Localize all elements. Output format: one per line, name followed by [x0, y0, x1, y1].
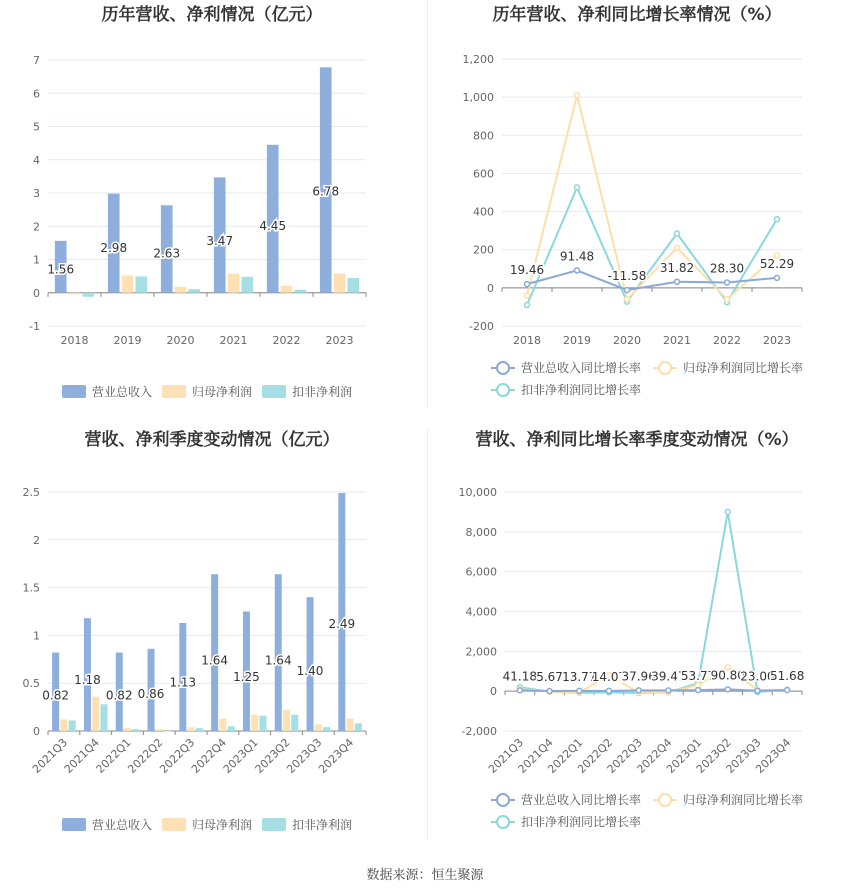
y-tick-label: 6: [33, 87, 40, 101]
bar: [347, 278, 359, 293]
bar: [228, 274, 240, 293]
legend-label: 扣非净利润: [292, 385, 353, 399]
chart-title: 历年营收、净利同比增长率情况（%）: [492, 5, 782, 25]
legend-label: 归母净利润同比增长率: [683, 793, 804, 807]
y-tick-label: 3: [33, 187, 40, 200]
data-label: 3.47: [206, 233, 234, 248]
data-label: 51.68: [769, 669, 805, 684]
bar: [320, 67, 332, 292]
x-tick-label: 2021Q3: [29, 735, 71, 776]
x-tick-label: 2022Q2: [575, 735, 616, 776]
bar: [241, 277, 253, 293]
y-tick-label: -1: [29, 320, 40, 333]
series-point: [725, 687, 730, 692]
legend-swatch: [162, 818, 186, 831]
x-tick-label: 2023: [763, 334, 791, 347]
x-tick-label: 2021: [663, 334, 691, 347]
x-tick-label: 2018: [513, 334, 541, 347]
series-point: [575, 185, 580, 190]
quarterly-bar-panel: [0, 425, 425, 855]
data-label: 1.64: [264, 653, 292, 668]
quarterly-growth-panel: [425, 425, 850, 855]
series-point: [625, 288, 630, 293]
series-point: [517, 688, 522, 693]
series-point: [547, 689, 552, 694]
y-tick-label: 1: [33, 253, 40, 267]
data-label: 6.78: [312, 184, 340, 199]
series-point: [775, 275, 780, 280]
x-tick-label: 2023Q3: [723, 735, 764, 776]
bar: [175, 287, 187, 293]
series-point: [725, 509, 730, 514]
y-tick-label: 400: [473, 205, 494, 219]
x-tick-label: 2022Q1: [93, 735, 134, 776]
x-tick-label: 2021Q3: [485, 735, 526, 776]
y-tick-label: 0: [487, 281, 494, 295]
bar: [338, 493, 345, 731]
chart-title: 历年营收、净利情况（亿元）: [101, 5, 323, 25]
x-tick-label: 2022: [713, 334, 741, 347]
legend-swatch: [62, 385, 86, 398]
panel-divider: [427, 0, 428, 408]
legend-label: 扣非净利润同比增长率: [521, 383, 642, 397]
bar: [259, 716, 266, 731]
bar: [135, 276, 147, 292]
series-line: [520, 689, 787, 691]
legend-marker: [497, 362, 509, 374]
y-tick-label: 10,000: [458, 486, 497, 499]
legend-label: 归母净利润: [192, 385, 253, 399]
x-tick-label: 2022Q2: [125, 735, 166, 776]
data-label: -11.58: [607, 269, 647, 284]
y-tick-label: 2,000: [465, 645, 497, 659]
legend-swatch: [262, 818, 286, 831]
data-label: 5.67: [536, 670, 563, 685]
series-point: [725, 297, 730, 302]
bar: [69, 720, 76, 731]
bar: [188, 289, 200, 293]
series-point: [666, 688, 671, 693]
x-tick-label: 2023Q3: [284, 735, 325, 776]
legend-marker: [659, 362, 671, 374]
x-tick-label: 2021: [219, 334, 248, 347]
x-tick-label: 2019: [113, 334, 142, 347]
legend-label: 营业总收入: [92, 818, 153, 832]
chart-title: 营收、净利同比增长率季度变动情况（%）: [475, 430, 799, 450]
x-tick-label: 2020: [613, 334, 641, 347]
data-label: 19.46: [509, 263, 545, 278]
data-label: 1.13: [169, 675, 197, 690]
x-tick-label: 2023Q4: [753, 735, 794, 776]
data-label: 39.47: [651, 669, 686, 684]
data-label: 2.63: [153, 246, 181, 261]
x-tick-label: 2023: [325, 334, 354, 347]
x-tick-label: 2018: [60, 334, 89, 347]
legend-marker: [497, 794, 509, 806]
data-label: 14.07: [591, 669, 627, 684]
x-tick-label: 2023Q2: [252, 735, 293, 776]
series-point: [577, 688, 582, 693]
series-point: [636, 688, 641, 693]
x-tick-label: 2022Q4: [188, 735, 230, 776]
data-label: 2.49: [328, 616, 356, 631]
y-tick-label: 4: [33, 153, 40, 167]
y-tick-label: 1,000: [462, 91, 494, 105]
data-label: 1.18: [74, 673, 101, 688]
bar: [347, 719, 354, 731]
data-label: 23.00: [740, 669, 775, 684]
series-point: [525, 303, 530, 308]
series-point: [675, 279, 680, 284]
data-label: 1.40: [296, 663, 324, 678]
x-tick-label: 2023Q1: [664, 735, 705, 776]
bar: [196, 728, 203, 731]
data-label: 31.82: [659, 260, 695, 275]
x-tick-label: 2023Q1: [220, 735, 261, 776]
series-point: [755, 688, 760, 693]
x-tick-label: 2022Q1: [545, 735, 586, 776]
data-label: 91.48: [559, 249, 595, 264]
legend-swatch: [62, 818, 86, 831]
panel-divider: [427, 430, 428, 840]
bar: [124, 728, 131, 731]
legend-marker: [659, 794, 671, 806]
quarterly-growth-rate-chart: [425, 425, 850, 855]
data-label: 37.96: [621, 669, 656, 684]
series-point: [575, 93, 580, 98]
annual-revenue-profit-chart: [0, 0, 425, 420]
bar: [122, 275, 134, 292]
legend-label: 归母净利润同比增长率: [683, 361, 804, 375]
y-tick-label: 4,000: [465, 605, 497, 619]
y-tick-label: 800: [473, 129, 494, 143]
x-tick-label: 2023Q4: [316, 735, 357, 776]
series-point: [775, 217, 780, 222]
y-tick-label: 0: [33, 286, 40, 300]
data-label: 1.25: [233, 670, 260, 685]
y-tick-label: 5: [33, 120, 40, 134]
series-point: [675, 245, 680, 250]
y-tick-label: -200: [469, 320, 494, 333]
x-tick-label: 2021Q4: [61, 735, 102, 776]
legend-label: 营业总收入同比增长率: [521, 361, 642, 375]
annual-growth-rate-chart: [425, 0, 850, 420]
y-tick-label: 6,000: [465, 565, 497, 579]
legend-label: 扣非净利润同比增长率: [521, 815, 642, 829]
y-tick-label: 1: [33, 629, 40, 643]
bar: [100, 704, 107, 731]
bar: [164, 731, 171, 732]
bar: [355, 723, 362, 731]
bar: [92, 697, 99, 731]
bar: [334, 273, 346, 292]
x-tick-label: 2021Q4: [515, 735, 556, 776]
bar: [323, 727, 330, 731]
y-tick-label: 1,200: [462, 53, 494, 66]
bar: [283, 710, 290, 731]
annual-growth-panel: [425, 0, 850, 430]
series-point: [725, 280, 730, 285]
x-tick-label: 2022Q3: [157, 735, 198, 776]
data-label: 1.56: [47, 262, 75, 277]
legend-swatch: [262, 385, 286, 398]
series-point: [525, 293, 530, 298]
bar: [219, 719, 226, 731]
y-tick-label: -2,000: [461, 725, 497, 738]
series-point: [575, 268, 580, 273]
data-label: 53.77: [680, 669, 716, 684]
data-label: 1.64: [201, 653, 228, 668]
x-tick-label: 2023Q2: [693, 735, 734, 776]
y-tick-label: 200: [473, 243, 494, 257]
legend-label: 营业总收入: [92, 385, 153, 399]
y-tick-label: 2: [33, 533, 40, 547]
bar: [60, 720, 67, 731]
x-tick-label: 2022Q4: [634, 735, 675, 776]
data-label: 4.45: [259, 219, 287, 234]
data-label: 28.30: [709, 261, 745, 276]
y-tick-label: 1.5: [22, 581, 40, 595]
y-tick-label: 600: [473, 167, 494, 181]
series-point: [785, 688, 790, 693]
bar: [294, 290, 306, 293]
y-tick-label: 7: [33, 54, 40, 67]
bar: [82, 293, 94, 297]
series-point: [696, 688, 701, 693]
chart-title: 营收、净利季度变动情况（亿元）: [84, 430, 340, 450]
bar: [291, 715, 298, 731]
legend-marker: [497, 384, 509, 396]
bar: [281, 286, 293, 293]
y-tick-label: 2: [33, 220, 40, 234]
x-tick-label: 2022Q3: [604, 735, 645, 776]
data-label: 0.86: [137, 687, 165, 702]
y-tick-label: 0.5: [22, 677, 40, 691]
x-tick-label: 2020: [166, 334, 195, 347]
annual-bar-panel: [0, 0, 425, 430]
legend-label: 扣非净利润: [292, 818, 353, 832]
legend-label: 归母净利润: [192, 818, 253, 832]
x-tick-label: 2022: [272, 334, 301, 347]
data-label: 13.77: [562, 669, 597, 684]
quarterly-revenue-profit-chart: [0, 425, 425, 855]
bar: [188, 727, 195, 731]
data-label: 2.98: [100, 241, 128, 256]
bar: [251, 715, 258, 731]
series-point: [606, 688, 611, 693]
legend-swatch: [162, 385, 186, 398]
y-tick-label: 0: [490, 685, 497, 699]
x-tick-label: 2019: [563, 334, 591, 347]
series-line: [520, 512, 787, 693]
data-label: 41.18: [502, 669, 538, 684]
series-point: [525, 282, 530, 287]
bar: [132, 729, 139, 731]
data-label: 0.82: [105, 688, 133, 703]
series-point: [625, 297, 630, 302]
y-tick-label: 0: [33, 725, 40, 738]
data-source-note: 数据来源：恒生聚源: [366, 868, 484, 883]
data-label: 90.80: [710, 668, 745, 683]
legend-marker: [497, 816, 509, 828]
bar: [69, 293, 81, 295]
series-point: [675, 231, 680, 236]
y-tick-label: 2.5: [22, 486, 40, 499]
data-label: 52.29: [759, 256, 795, 271]
bar: [156, 729, 163, 731]
legend-label: 营业总收入同比增长率: [521, 793, 642, 807]
y-tick-label: 8,000: [465, 525, 497, 539]
bar: [315, 724, 322, 731]
bar: [228, 726, 235, 731]
data-label: 0.82: [42, 688, 69, 703]
